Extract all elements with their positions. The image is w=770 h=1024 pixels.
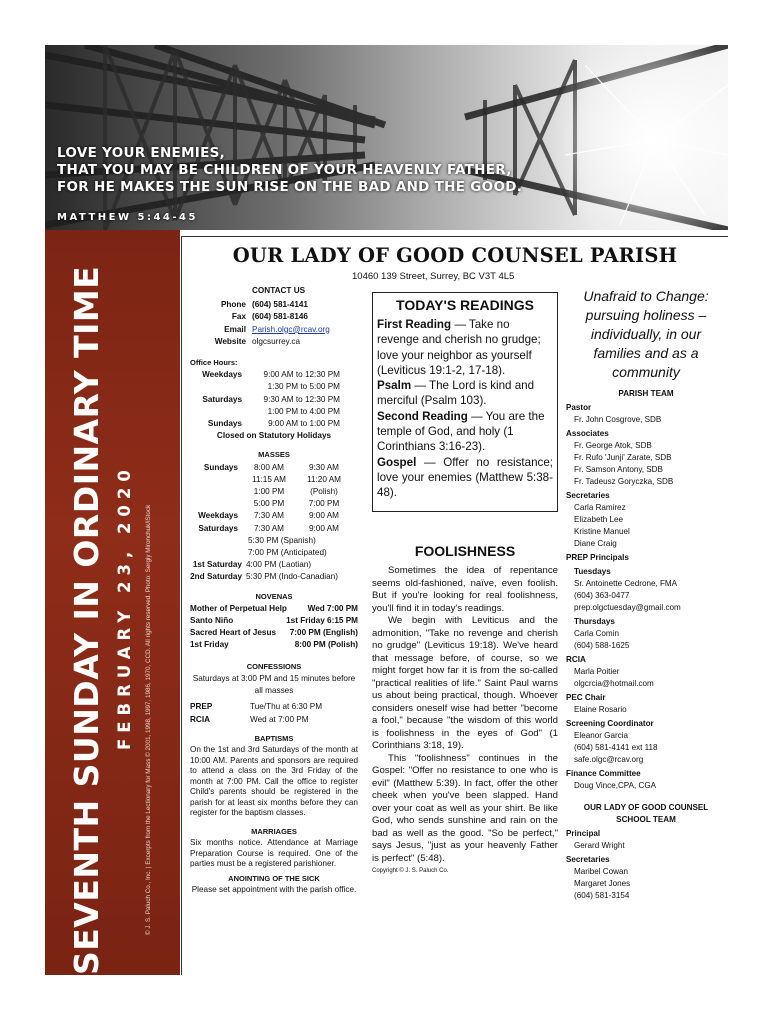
novena-row: Mother of Perpetual Help Wed 7:00 PM — [190, 603, 358, 613]
list-item: Fr. Samson Antony, SDB — [574, 465, 663, 474]
article-paragraph: We begin with Leviticus and the admonition, "Take no revenge and cherish no grudge" (Leviticus 19:18). We've heard that message before, of course, so we might forget how far it is from the so-called "practical realities of life." Saint Paul warns us about being practical, though. Whoever considers oneself wise had better "become a fool," because "the wisdom of this world is foolishness in the eyes of God" (1 Corinthians 3:18, 19). — [372, 615, 558, 751]
strip-copyright: © J. S. Paluch Co., Inc. | Excerpts from the Lectionary for Mass © 2001, 1998, 1997, 1986, 1970, CCD. All rights reserved. Photo: Sergiy Mironchuk/iStock — [145, 504, 152, 935]
article-heading: FOOLISHNESS — [414, 543, 516, 559]
marriages-heading: MARRIAGES — [251, 827, 297, 837]
novena-row: Sacred Heart of Jesus 7:00 PM (English) — [190, 628, 358, 638]
confessions-text: Saturdays at 3:00 PM and 15 minutes before all masses — [192, 673, 356, 696]
list-item: Fr. Rufo 'Junji' Zarate, SDB — [574, 453, 672, 462]
fax-row: Fax (604) 581-8146 — [231, 312, 308, 322]
marriages-text: Six months notice. Attendance at Marriage Preparation Course is required. One of the parties must be a registered parishioner. — [190, 838, 358, 869]
prep-row: PREP Tue/Thu at 6:30 PM — [190, 702, 323, 712]
phone-row: Phone (604) 581-4141 — [220, 300, 308, 310]
parish-team-heading: PARISH TEAM — [618, 389, 674, 398]
rcia-row: RCIA Wed at 7:00 PM — [190, 714, 309, 724]
scripture-reference: MATTHEW 5:44-45 — [57, 212, 198, 223]
liturgy-strip — [45, 230, 180, 975]
school-team-heading: OUR LADY OF GOOD COUNSEL — [583, 803, 709, 812]
info-column: CONTACT US Phone (604) 581-4141 Fax (604) 581-8146 Email Parish.olgc@rcav.org Website olgcsurrey.ca Office Hours: Weekdays 9:00 AM to 12:30 PM 1:30 PM to 5:00 PM Saturdays 9:30 AM to 12:30 PM 1:00 PM to 4:00 PM Sundays 9:00 AM to 1:00 PM Closed on Statutory Holidays MASSES Sundays 8:00 AM 9:30 AM 11:15 AM 11:20 AM 1:00 PM (Polish) 5:00 PM 7:00 PM Weekdays 7:30 AM 9:00 AM Saturdays 7:30 AM 9:00 AM 5:30 PM (Spanish) 7:00 PM (Anticipated) 1st Saturday 4:00 PM (Laotian) 2nd Saturday 5:30 PM (Indo-Canadian) NOVENAS Mother of Perpetual Help Wed 7:00 PM Santo Niño 1st Friday 6:15 PM Sacred Heart of Jesus 7:00 PM (English) 1st Friday 8:00 PM (Polish) CONFESSIONS Saturdays at 3:00 PM and 15 minutes before all masses PREP Tue/Thu at 6:30 PM RCIA Wed at 7:00 PM BAPTISMS On the 1st and 3rd Saturdays of the month at 10:00 AM. Parents and sponsors are required to attend a class on the 3rd Friday of the month at 7:00 PM. Call the office to register Child's parents should be registered in the parish for at least six months before they can register for the baptism classes. MARRIAGES Six months notice. Attendance at Marriage Preparation Course is required. One of the parties must be a registered parishioner. ANOINTING OF THE SICK Please set appointment with the parish office. — [190, 286, 358, 895]
liturgical-title: SEVENTH SUNDAY IN ORDINARY TIME — [67, 265, 106, 975]
article-copyright: Copyright © J. S. Paluch Co. — [372, 868, 449, 874]
scripture-quote: LOVE YOUR ENEMIES, THAT YOU MAY BE CHILDREN OF YOUR HEAVENLY FATHER, FOR HE MAKES THE SUN RISE ON THE BAD AND THE GOOD. — [57, 145, 523, 195]
mass-row: 7:00 PM (Anticipated) — [248, 548, 327, 558]
office-closed-note: Closed on Statutory Holidays — [216, 431, 332, 441]
mass-row: Saturdays 7:30 AM 9:00 AM — [198, 523, 340, 533]
contact-heading: CONTACT US — [252, 286, 306, 295]
anointing-heading: ANOINTING OF THE SICK — [228, 874, 320, 884]
readings-heading: TODAY'S READINGS — [396, 297, 534, 313]
list-item: Kristine Manuel — [574, 527, 630, 536]
psalm: Psalm — The Lord is kind and merciful (Psalm 103). — [377, 379, 535, 408]
mass-row: 1:00 PM (Polish) — [253, 487, 338, 497]
list-item: Maribel Cowan — [574, 867, 628, 876]
novenas-heading: NOVENAS — [255, 591, 293, 601]
office-weekdays: Weekdays 9:00 AM to 12:30 PM — [202, 370, 340, 380]
email-link[interactable]: prep.olgctuesday@gmail.com — [574, 603, 681, 612]
novena-row: Santo Niño 1st Friday 6:15 PM — [190, 616, 358, 626]
gospel: Gospel — Offer no resistance; love your enemies (Matthew 5:38-48). — [377, 455, 553, 500]
parish-name: OUR LADY OF GOOD COUNSEL PARISH — [232, 244, 678, 267]
parish-team-column: Unafraid to Change: pursuing holiness – individually, in our families and as a community PARISH TEAM Pastor Fr. John Cosgrove, SDB Associates Fr. George Atok, SDB Fr. Rufo 'Junji' Zarate, SDB Fr. Samson Antony, SDB Fr. Tadeusz Goryczka, SDB Secretaries Carla Ramirez Elizabeth Lee Kristine Manuel Diane Craig PREP Principals Tuesdays Sr. Antoinette Cedrone, FMA (604) 363-0477 prep.olgctuesday@gmail.com Thursdays Carla Comin (604) 588-1625 RCIA Marla Poitier olgcrcia@hotmail.com PEC Chair Elaine Rosario Screening Coordinator Eleanor Garcia (604) 581-4141 ext 118 safe.olgc@rcav.org Finance Committee Doug Vince,CPA, CGA OUR LADY OF GOOD COUNSEL SCHOOL TEAM Principal Gerard Wright Secretaries Maribel Cowan Margaret Jones (604) 581-3154 — [566, 287, 726, 902]
list-item: Fr. George Atok, SDB — [574, 441, 652, 450]
office-sundays: Sundays 9:00 AM to 1:00 PM — [207, 419, 340, 429]
mass-row: Weekdays 7:30 AM 9:00 AM — [198, 511, 340, 521]
list-item: (604) 581-3154 — [574, 891, 630, 900]
baptisms-heading: BAPTISMS — [254, 733, 294, 743]
article-paragraph: This "foolishness" continues in the Gospel: "Offer no resistance to one who is evil" (Matthew 5:39). In fact, offer the other cheek when you've been slapped. Hand over your coat as well as your shirt. Be like God, who sends sunshine and rain on the bad as well as the good. "So be perfect," says Jesus, "just as your heavenly Father is perfect" (5:48). — [372, 752, 558, 864]
mass-row: 1st Saturday 4:00 PM (Laotian) — [192, 560, 312, 570]
second-reading: Second Reading — You are the temple of God, and holy (1 Corinthians 3:16-23). — [377, 409, 545, 454]
mass-row: 5:00 PM 7:00 PM — [253, 499, 340, 509]
list-item: Fr. Tadeusz Goryczka, SDB — [574, 477, 674, 486]
confessions-heading: CONFESSIONS — [246, 661, 302, 671]
email-link[interactable]: olgcrcia@hotmail.com — [574, 679, 654, 688]
website-link[interactable]: olgcsurrey.ca — [252, 336, 301, 346]
parish-address: 10460 139 Street, Surrey, BC V3T 4L5 — [352, 271, 515, 282]
list-item: Diane Craig — [574, 539, 617, 548]
mass-row: 2nd Saturday 5:30 PM (Indo-Canadian) — [190, 572, 338, 582]
office-saturdays: Saturdays 9:30 AM to 12:30 PM — [202, 394, 340, 404]
mass-row: 11:15 AM 11:20 AM — [252, 474, 341, 484]
bulletin-page — [181, 236, 728, 975]
email-link[interactable]: Parish.olgc@rcav.org — [252, 324, 330, 334]
list-item: Carla Ramirez — [574, 503, 626, 512]
novena-row: 1st Friday 8:00 PM (Polish) — [190, 640, 358, 650]
list-item: Elizabeth Lee — [574, 515, 624, 524]
email-link[interactable]: safe.olgc@rcav.org — [574, 755, 644, 764]
article-paragraph: Sometimes the idea of repentance seems old-fashioned, naïve, even foolish. But if you're looking for real foolishness, you'll find it in today's readings. — [372, 565, 558, 614]
website-row: Website olgcsurrey.ca — [190, 336, 358, 348]
email-row: Email Parish.olgc@rcav.org — [190, 324, 358, 336]
list-item: Margaret Jones — [574, 879, 631, 888]
bridge-photo — [45, 45, 728, 230]
foolishness-article — [372, 543, 558, 874]
liturgical-date: FEBRUARY 23, 2020 — [115, 464, 134, 750]
parish-motto: Unafraid to Change: pursuing holiness – individually, in our families and as a community — [583, 288, 709, 380]
anointing-text: Please set appointment with the parish office. — [191, 885, 357, 895]
masses-heading: MASSES — [258, 450, 290, 460]
mass-row: Sundays 8:00 AM 9:30 AM — [203, 462, 340, 472]
baptisms-text: On the 1st and 3rd Saturdays of the month at 10:00 AM. Parents and sponsors are required to attend a class on the 3rd Friday of the month at 7:00 PM. Call the office to register Child's parents should be registered in the parish for at least six months before they can register for the baptism classes. — [190, 744, 358, 818]
first-reading: First Reading — Take no revenge and cherish no grudge; love your neighbor as yourself (Leviticus 19:1-2, 17-18). — [377, 318, 541, 377]
hero-banner — [45, 45, 728, 230]
mass-row: 5:30 PM (Spanish) — [248, 535, 316, 545]
office-hours-heading: Office Hours: — [190, 358, 238, 368]
todays-readings-box — [372, 292, 558, 512]
